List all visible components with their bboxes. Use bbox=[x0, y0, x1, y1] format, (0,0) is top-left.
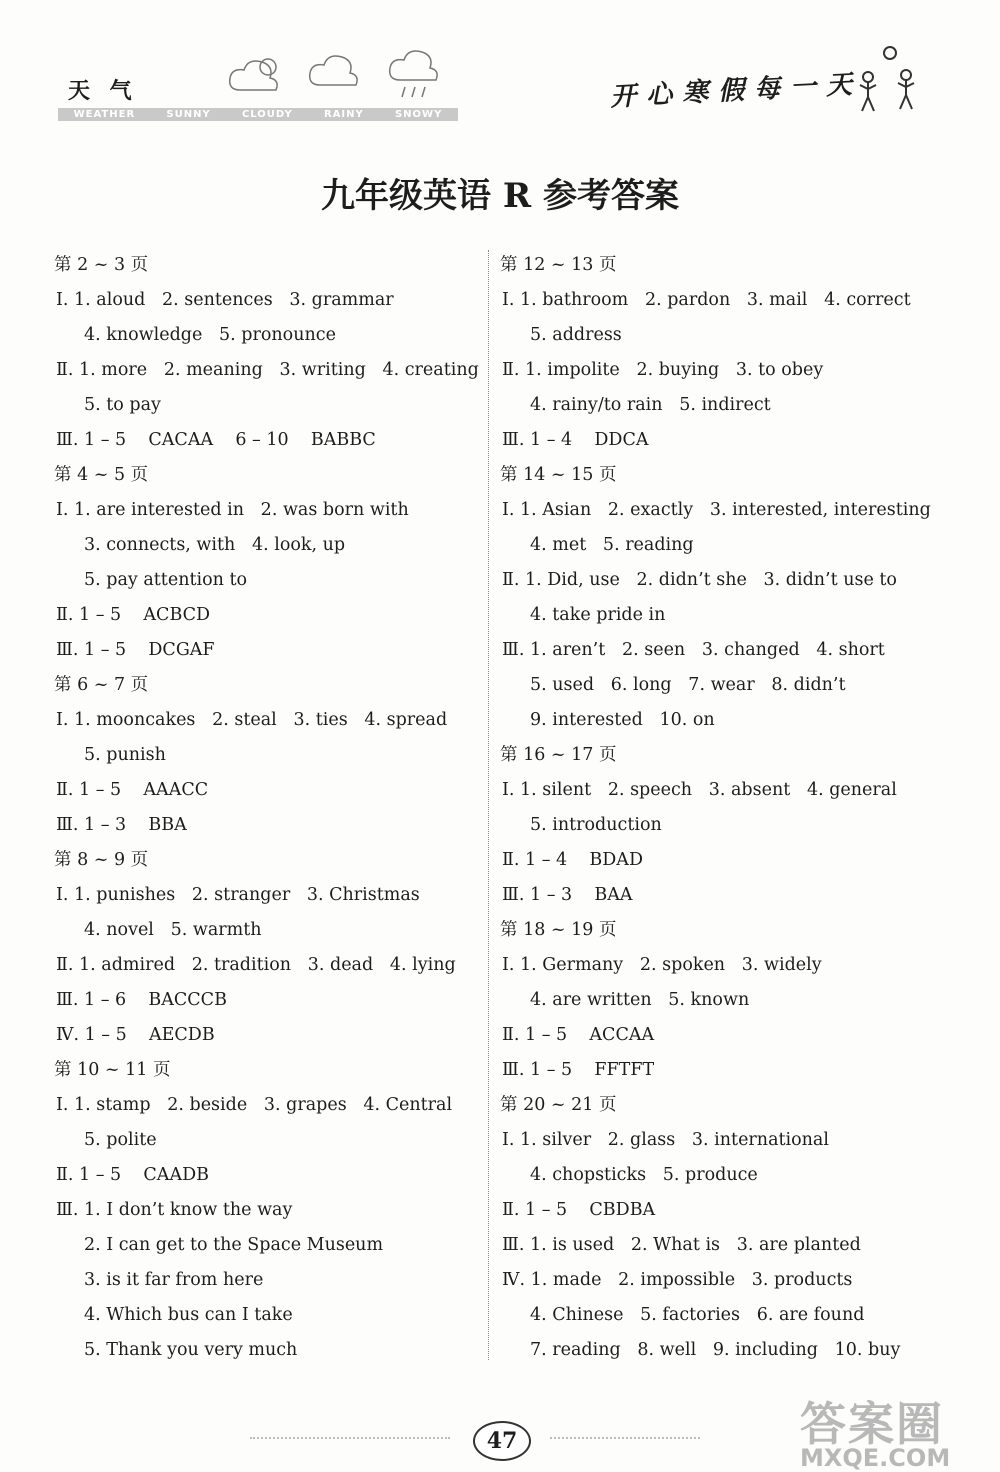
answer-line: 7. reading 8. well 9. including 10. buy bbox=[530, 1340, 901, 1360]
answer-line: Ⅰ. 1. silent 2. speech 3. absent 4. general bbox=[502, 780, 897, 800]
cloud-icon bbox=[310, 56, 357, 85]
footer-dots-right bbox=[550, 1437, 700, 1441]
answer-line: 4. rainy/to rain 5. indirect bbox=[530, 395, 771, 415]
answer-line: Ⅲ. 1. aren’t 2. seen 3. changed 4. short bbox=[502, 640, 885, 660]
strip-word: SNOWY bbox=[394, 109, 443, 120]
answer-line: 2. I can get to the Space Museum bbox=[84, 1235, 384, 1255]
answer-line: Ⅲ. 1 – 3 BAA bbox=[502, 885, 633, 905]
answer-line: Ⅱ. 1. more 2. meaning 3. writing 4. creating bbox=[56, 360, 479, 380]
answer-line: 4. are written 5. known bbox=[530, 990, 750, 1010]
section-heading: 第 8 ~ 9 页 bbox=[54, 850, 149, 870]
answer-line: Ⅲ. 1 – 5 CACAA 6 – 10 BABBC bbox=[56, 430, 376, 450]
answer-line: 5. to pay bbox=[84, 395, 161, 415]
answer-line: Ⅲ. 1 – 5 DCGAF bbox=[56, 640, 215, 660]
weather-strip bbox=[58, 108, 458, 121]
answer-line: 5. used 6. long 7. wear 8. didn’t bbox=[530, 675, 846, 695]
section-heading: 第 12 ~ 13 页 bbox=[500, 255, 617, 275]
answer-line: 4. Chinese 5. factories 6. are found bbox=[530, 1305, 865, 1325]
answer-line: Ⅱ. 1. admired 2. tradition 3. dead 4. lying bbox=[56, 955, 456, 975]
watermark-logo: 答案圈 MXQE.COM bbox=[800, 1397, 951, 1472]
answer-line: Ⅰ. 1. Germany 2. spoken 3. widely bbox=[502, 955, 822, 975]
answer-line: Ⅰ. 1. punishes 2. stranger 3. Christmas bbox=[56, 885, 420, 905]
answer-line: 4. novel 5. warmth bbox=[84, 920, 262, 940]
section-heading: 第 20 ~ 21 页 bbox=[500, 1095, 617, 1115]
answer-line: Ⅱ. 1 – 5 ACBCD bbox=[56, 605, 211, 625]
strip-word: CLOUDY bbox=[241, 109, 293, 120]
footer-dots-left bbox=[250, 1437, 450, 1441]
answer-line: Ⅲ. 1 – 4 DDCA bbox=[502, 430, 649, 450]
answer-line: 4. knowledge 5. pronounce bbox=[84, 325, 336, 345]
answer-line: 4. take pride in bbox=[530, 605, 666, 625]
answer-line: Ⅰ. 1. aloud 2. sentences 3. grammar bbox=[56, 290, 394, 310]
right-answer-column bbox=[500, 248, 940, 1368]
section-heading: 第 6 ~ 7 页 bbox=[54, 675, 149, 695]
answer-line: Ⅰ. 1. silver 2. glass 3. international bbox=[502, 1130, 829, 1150]
section-heading: 第 18 ~ 19 页 bbox=[500, 920, 617, 940]
section-heading: 第 16 ~ 17 页 bbox=[500, 745, 617, 765]
rain-icon bbox=[390, 51, 437, 97]
column-divider bbox=[488, 250, 489, 1360]
answer-line: 5. Thank you very much bbox=[84, 1340, 298, 1360]
answer-line: 4. Which bus can I take bbox=[84, 1305, 293, 1325]
weather-icons bbox=[220, 45, 460, 105]
answer-line: Ⅱ. 1 – 4 BDAD bbox=[502, 850, 643, 870]
answer-line: Ⅱ. 1. Did, use 2. didn’t she 3. didn’t use to bbox=[502, 570, 897, 590]
weather-label: 天 气 bbox=[68, 78, 138, 104]
answer-line: Ⅰ. 1. bathroom 2. pardon 3. mail 4. correct bbox=[502, 290, 911, 310]
page-title: 九年级英语 R 参考答案 bbox=[321, 176, 679, 216]
answer-line: Ⅱ. 1 – 5 ACCAA bbox=[502, 1025, 655, 1045]
answer-line: Ⅳ. 1. made 2. impossible 3. products bbox=[502, 1270, 853, 1290]
answer-line: 5. pay attention to bbox=[84, 570, 248, 590]
kids-playing-icon bbox=[850, 45, 930, 125]
section-heading: 第 10 ~ 11 页 bbox=[54, 1060, 171, 1080]
answer-line: 5. punish bbox=[84, 745, 166, 765]
answer-line: 3. connects, with 4. look, up bbox=[84, 535, 346, 555]
answer-line: Ⅰ. 1. are interested in 2. was born with bbox=[56, 500, 409, 520]
answer-line: 5. address bbox=[530, 325, 622, 345]
answer-line: Ⅰ. 1. mooncakes 2. steal 3. ties 4. spread bbox=[56, 710, 448, 730]
answer-line: 3. is it far from here bbox=[84, 1270, 264, 1290]
answer-line: Ⅱ. 1 – 5 CBDBA bbox=[502, 1200, 656, 1220]
answer-line: Ⅱ. 1. impolite 2. buying 3. to obey bbox=[502, 360, 824, 380]
answer-line: Ⅲ. 1 – 5 FFTFT bbox=[502, 1060, 655, 1080]
answer-line: 5. introduction bbox=[530, 815, 662, 835]
answer-line: Ⅳ. 1 – 5 AECDB bbox=[56, 1025, 215, 1045]
answer-line: Ⅲ. 1 – 3 BBA bbox=[56, 815, 187, 835]
page-header bbox=[0, 0, 1000, 150]
answer-line: Ⅱ. 1 – 5 AAACC bbox=[56, 780, 209, 800]
section-heading: 第 2 ~ 3 页 bbox=[54, 255, 149, 275]
answer-line: 9. interested 10. on bbox=[530, 710, 715, 730]
answer-line: 5. polite bbox=[84, 1130, 157, 1150]
answer-line: Ⅲ. 1 – 6 BACCCB bbox=[56, 990, 227, 1010]
section-heading: 第 4 ~ 5 页 bbox=[54, 465, 149, 485]
strip-word: SUNNY bbox=[166, 109, 211, 120]
answer-line: Ⅲ. 1. I don’t know the way bbox=[56, 1200, 293, 1220]
sun-cloud-icon bbox=[230, 59, 277, 90]
answer-line: Ⅰ. 1. stamp 2. beside 3. grapes 4. Central bbox=[56, 1095, 453, 1115]
page-number: 47 bbox=[473, 1421, 531, 1461]
answer-line: 4. chopsticks 5. produce bbox=[530, 1165, 758, 1185]
section-heading: 第 14 ~ 15 页 bbox=[500, 465, 617, 485]
answer-line: Ⅰ. 1. Asian 2. exactly 3. interested, interesting bbox=[502, 500, 931, 520]
answer-line: Ⅲ. 1. is used 2. What is 3. are planted bbox=[502, 1235, 861, 1255]
answer-line: 4. met 5. reading bbox=[530, 535, 694, 555]
slogan: 开心寒假每一天 bbox=[609, 69, 863, 113]
left-answer-column bbox=[54, 248, 479, 1368]
strip-word: WEATHER bbox=[73, 109, 136, 120]
answer-line: Ⅱ. 1 – 5 CAADB bbox=[56, 1165, 209, 1185]
strip-word: RAINY bbox=[323, 109, 364, 120]
